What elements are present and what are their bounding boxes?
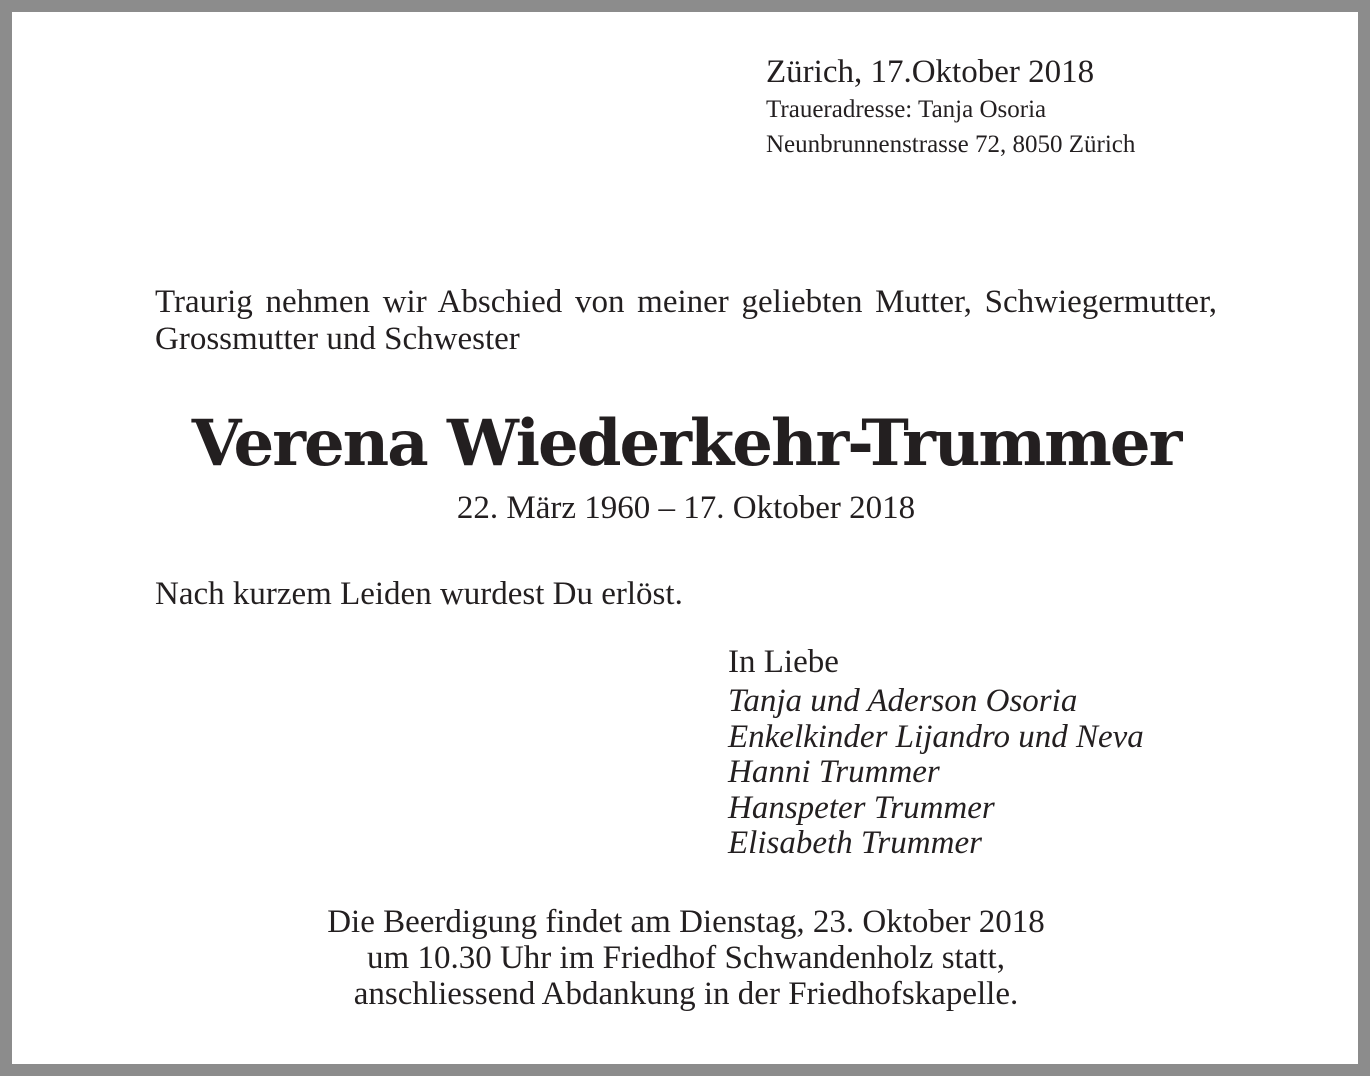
life-dates: 22. März 1960 – 17. Oktober 2018 [456,490,916,526]
deceased-name: Verena Wiederkehr-Trummer [191,406,1181,481]
obituary-page [12,12,1358,1064]
funeral-line: um 10.30 Uhr im Friedhof Schwandenholz statt, [367,940,1005,976]
place-date: Zürich, 17.Oktober 2018 [766,54,1095,90]
epitaph: Nach kurzem Leiden wurdest Du erlöst. [155,576,683,612]
signoff-heading: In Liebe [728,644,839,680]
funeral-line: Die Beerdigung findet am Dienstag, 23. Oktober 2018 [327,904,1045,940]
intro-text: Traurig nehmen wir Abschied von meiner geliebten Mutter, Schwiegermutter, Grossmutter und Schwester [155,284,1217,357]
mourning-address-label: Traueradresse: Tanja Osoria [766,96,1047,123]
mourner-name: Hanspeter Trummer [728,789,995,826]
mourner-name: Tanja und Aderson Osoria [728,683,1078,719]
mourning-address-street: Neunbrunnenstrasse 72, 8050 Zürich [766,131,1136,158]
funeral-notice [155,904,1217,1012]
header-block [766,52,1286,162]
signoff-block [728,642,1268,862]
funeral-line: anschliessend Abdankung in der Friedhofskapelle. [353,976,1019,1012]
mourner-name: Elisabeth Trummer [728,825,982,861]
mourner-name: Hanni Trummer [728,754,940,790]
mourner-name: Enkelkinder Lijandro und Neva [728,718,1144,755]
